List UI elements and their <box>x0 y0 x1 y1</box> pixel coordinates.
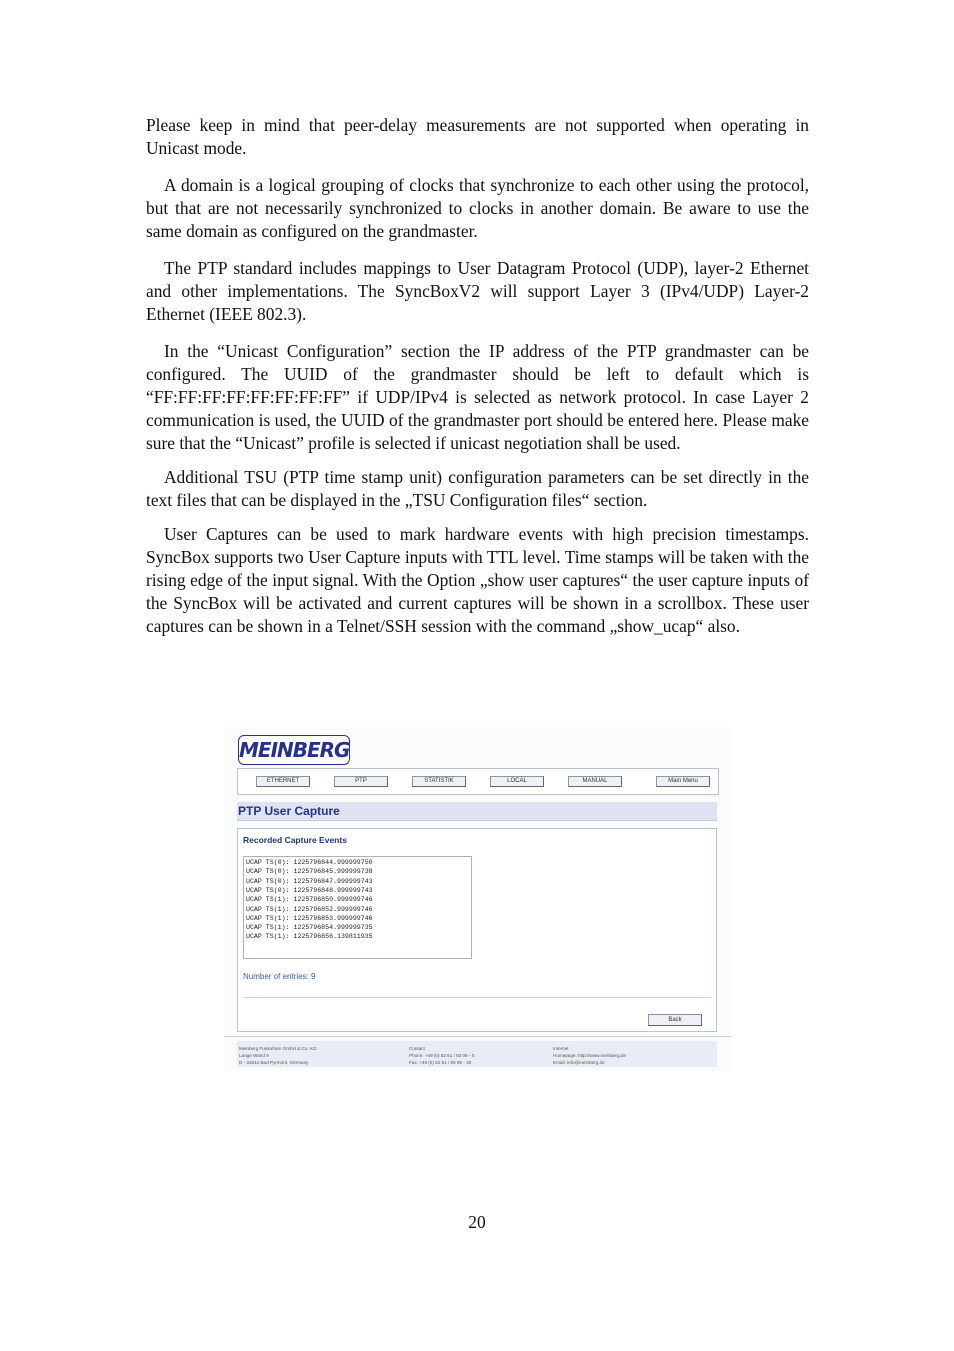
footer-line: Fax: +49 (0) 52 81 / 93 09 - 30 <box>409 1060 472 1065</box>
capture-row: UCAP TS(1): 1225796854.999999735 <box>246 924 373 932</box>
nav-button-local[interactable]: LOCAL <box>490 776 544 787</box>
footer-line: Lange Wand 9 <box>239 1053 269 1058</box>
footer-line: Phone: +49 (0) 52 81 / 93 09 - 0 <box>409 1053 475 1058</box>
capture-panel <box>237 828 717 1032</box>
capture-row: UCAP TS(0): 1225796847.999999743 <box>246 877 373 885</box>
capture-row: UCAP TS(1): 1225796856.139811935 <box>246 933 373 941</box>
capture-row: UCAP TS(1): 1225796850.999999746 <box>246 896 373 904</box>
back-button[interactable]: Back <box>648 1014 702 1026</box>
paragraph: Please keep in mind that peer-delay measurements are not supported when operating in Unicast mode. <box>146 115 809 158</box>
capture-row: UCAP TS(1): 1225796853.999999746 <box>246 914 373 922</box>
footer-line: Meinberg Funkuhren GmbH & Co. KG <box>239 1046 317 1051</box>
nav-button-statistik[interactable]: STATISTIK <box>412 776 466 787</box>
paragraph: In the “Unicast Configuration” section the IP address of the PTP grandmaster can be configured. The UUID of the grandmaster should be left to default which is “FF:FF:FF:FF:FF:FF:FF:FF” if UDP/IPv4 is selected as network protocol. In case Layer 2 communication is used, the UUID of the grandmaster port should be entered here. Please make sure that the “Unicast” profile is selected if unicast negotiation shall be used. <box>146 341 809 453</box>
nav-button-main-menu[interactable]: Main Menu <box>656 776 710 787</box>
capture-row: UCAP TS(0): 1225796844.999999750 <box>246 859 373 866</box>
capture-row: UCAP TS(0): 1225796845.999999738 <box>246 868 373 876</box>
paragraph: Additional TSU (PTP time stamp unit) configuration parameters can be set directly in the text files that can be displayed in the „TSU Configuration files“ section. <box>146 467 809 510</box>
footer-line: Contact <box>409 1046 425 1051</box>
entry-count: Number of entries: 9 <box>243 972 316 981</box>
embedded-screenshot <box>224 727 731 1071</box>
paragraph: A domain is a logical grouping of clocks that synchronize to each other using the protocol, but that are not necessarily synchronized to clocks in another domain. Be aware to use the same domain as configured on the grandmaster. <box>146 175 809 241</box>
nav-button-ptp[interactable]: PTP <box>334 776 388 787</box>
nav-button-ethernet[interactable]: ETHERNET <box>256 776 310 787</box>
footer-address <box>239 1045 317 1066</box>
panel-title: Recorded Capture Events <box>243 835 347 845</box>
footer-link[interactable]: Email: info@meinberg.de <box>553 1060 605 1065</box>
footer-internet <box>553 1045 626 1066</box>
paragraph: User Captures can be used to mark hardware events with high precision timestamps. SyncBox supports two User Capture inputs with TTL level. Time stamps will be taken with the rising edge of the input signal. With the Option „show user captures“ the user capture inputs of the SyncBox will be activated and current captures will be shown in a scrollbox. These user captures can be shown in a Telnet/SSH session with the command „show_ucap“ also. <box>146 524 809 636</box>
divider <box>243 997 711 998</box>
nav-bar <box>237 768 719 795</box>
meinberg-logo: MEINBERG <box>238 735 350 765</box>
nav-button-manual[interactable]: MANUAL <box>568 776 622 787</box>
footer-line: D - 31812 Bad Pyrmont, Germany <box>239 1060 309 1065</box>
footer <box>237 1041 717 1067</box>
body-text <box>146 114 809 652</box>
footer-contact <box>409 1045 474 1066</box>
footer-link[interactable]: Homepage: http://www.meinberg.de <box>553 1053 627 1058</box>
page-number: 20 <box>468 1212 486 1232</box>
capture-row: UCAP TS(0): 1225796848.999999743 <box>246 886 373 894</box>
paragraph: The PTP standard includes mappings to User Datagram Protocol (UDP), layer-2 Ethernet and other implementations. The SyncBoxV2 will support Layer 3 (IPv4/UDP) Layer-2 Ethernet (IEEE 802.3). <box>146 258 809 324</box>
capture-row: UCAP TS(1): 1225796852.999999746 <box>246 905 373 913</box>
section-title: PTP User Capture <box>237 802 717 821</box>
capture-scrollbox[interactable] <box>243 856 472 959</box>
footer-divider <box>224 1036 731 1037</box>
footer-line: Internet <box>553 1046 569 1051</box>
